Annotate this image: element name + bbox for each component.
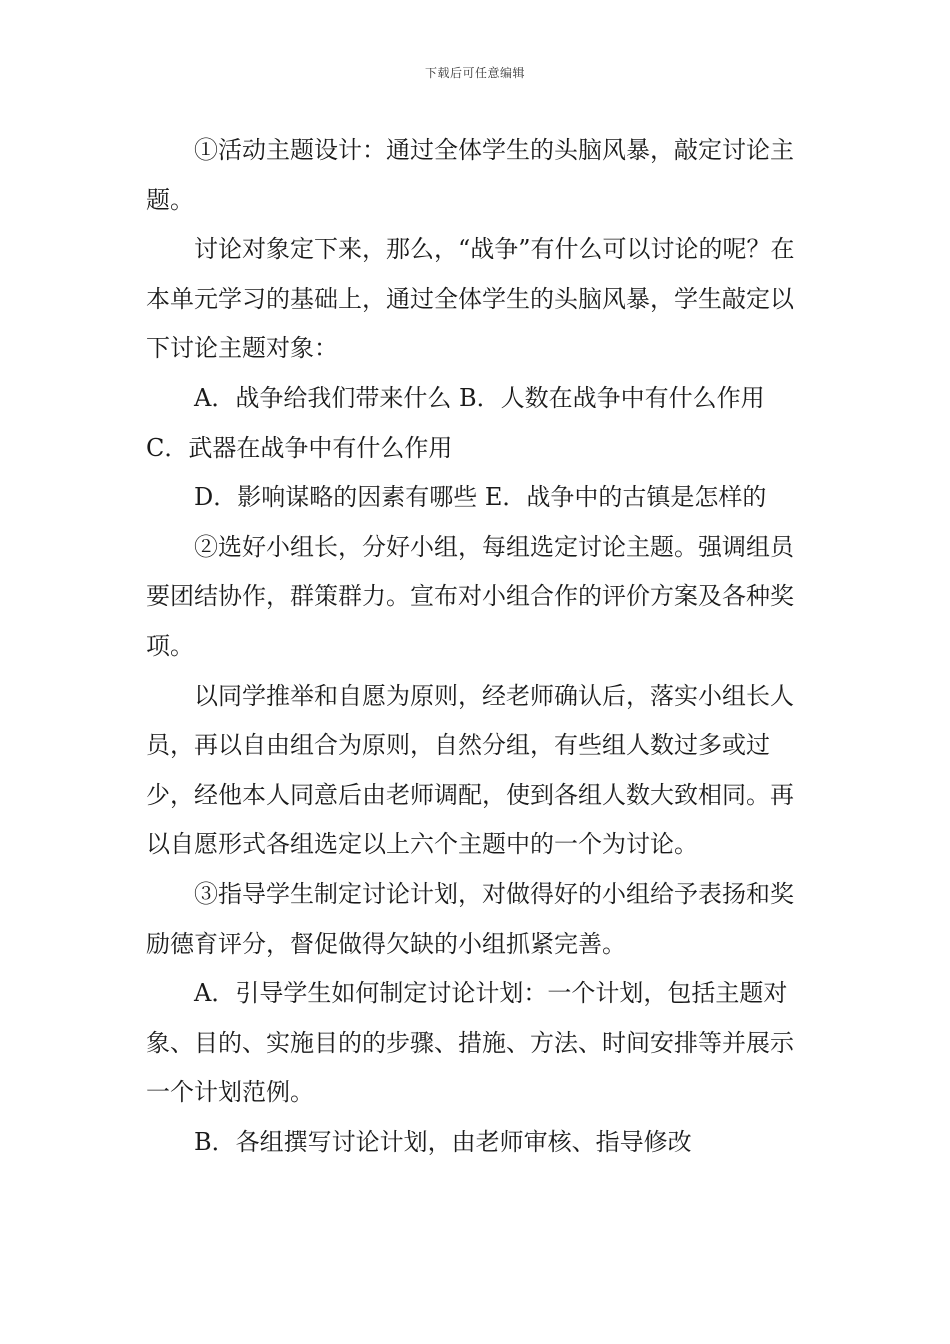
paragraph-plan-step-b: B．各组撰写讨论计划，由老师审核、指导修改 [194, 1127, 692, 1156]
paragraph-plan-step-a: A．引导学生如何制定讨论计划：一个计划，包括主题对象、目的、实施目的的步骤、措施、方法、时间安排等并展示一个计划范例。 [146, 979, 794, 1107]
page-header: 下载后可任意编辑 [424, 66, 525, 80]
paragraph-topics-abc: A．战争给我们带来什么 B．人数在战争中有什么作用 C．武器在战争中有什么作用 [146, 383, 765, 462]
paragraph-discussion-object: 讨论对象定下来，那么，“战争”有什么可以讨论的呢？在本单元学习的基础上，通过全体学生的头脑风暴，学生敲定以下讨论主题对象： [146, 235, 795, 363]
paragraph-activity-theme: ①活动主题设计：通过全体学生的头脑风暴，敲定讨论主题。 [146, 136, 794, 214]
paragraph-group-principle: 以同学推举和自愿为原则，经老师确认后，落实小组长人员，再以自由组合为原则，自然分组，有些组人数过多或过少，经他本人同意后由老师调配，使到各组人数大致相同。再以自愿形式各组选定以上六个主题中的一个为讨论。 [146, 681, 794, 859]
paragraph-plan-guidance: ③指导学生制定讨论计划，对做得好的小组给予表扬和奖励德育评分，督促做得欠缺的小组抓紧完善。 [146, 879, 794, 958]
document-body [146, 126, 806, 1167]
paragraph-group-selection: ②选好小组长，分好小组，每组选定讨论主题。强调组员要团结协作，群策群力。宣布对小组合作的评价方案及各种奖项。 [146, 532, 794, 660]
paragraph-topics-de: D．影响谋略的因素有哪些 E．战争中的古镇是怎样的 [194, 483, 767, 512]
